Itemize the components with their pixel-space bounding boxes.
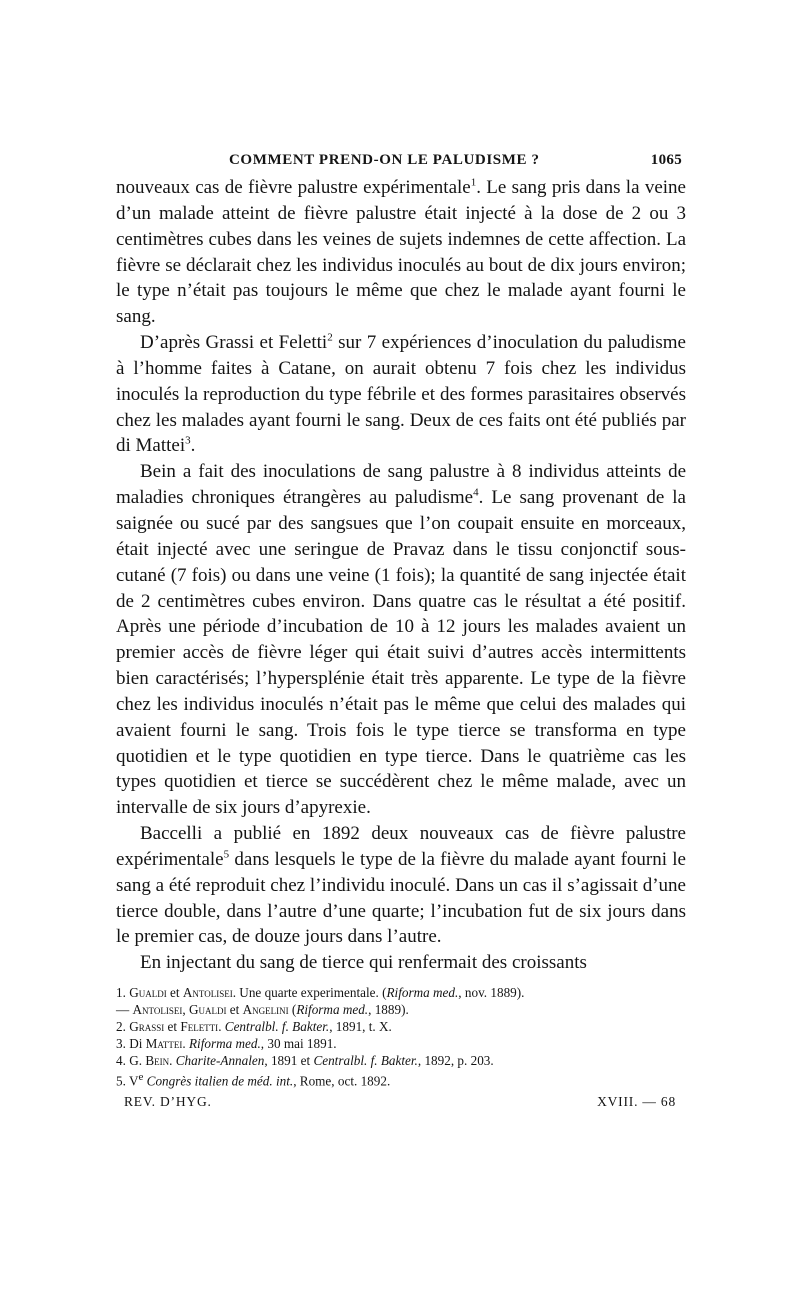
page-number: 1065 bbox=[650, 152, 682, 168]
text-run: nouveaux cas de fièvre palustre expérimentale bbox=[116, 177, 471, 198]
footnote-mark: — bbox=[116, 1002, 130, 1018]
volume-signature: XVIII. — 68 bbox=[597, 1093, 676, 1109]
footnote-ref: 5 bbox=[223, 848, 230, 861]
footnote-text: , 1891 et bbox=[264, 1053, 314, 1069]
footnote-text: Riforma med. bbox=[188, 1036, 261, 1052]
footnote-ref: 4 bbox=[473, 486, 479, 499]
footnote-text: , 1891, t. X. bbox=[329, 1019, 392, 1035]
running-title: COMMENT PREND-ON LE PALUDISME ? bbox=[229, 152, 540, 168]
footnote-mark: 4. bbox=[116, 1053, 126, 1069]
footnote-mark: 2. bbox=[116, 1019, 126, 1035]
footnote-text: Riforma med. bbox=[296, 1002, 369, 1018]
footnote bbox=[116, 1052, 686, 1069]
footnotes bbox=[116, 984, 686, 1089]
text-run: . bbox=[190, 435, 196, 457]
footnote-text: Gualdi bbox=[129, 985, 167, 1001]
footnote-text: Antolisei bbox=[132, 1002, 183, 1018]
paragraph bbox=[116, 821, 686, 950]
footnote-text: et bbox=[166, 985, 183, 1001]
body-text bbox=[116, 175, 686, 976]
footnote-text: Bein bbox=[145, 1053, 170, 1069]
footnote-text: Feletti bbox=[180, 1019, 219, 1035]
document-page bbox=[116, 152, 686, 1110]
footnote-text: Centralbl. f. Bakter. bbox=[313, 1053, 418, 1069]
footnote bbox=[116, 984, 686, 1001]
footnote-text: et bbox=[164, 1019, 181, 1035]
footnote bbox=[116, 1035, 686, 1052]
paragraph bbox=[116, 950, 686, 976]
journal-signature: REV. D’HYG. bbox=[124, 1093, 212, 1109]
footnote-text: V bbox=[128, 1073, 139, 1089]
footnote-ref: 2 bbox=[327, 331, 333, 344]
footnote bbox=[116, 1001, 686, 1018]
footnote bbox=[116, 1018, 686, 1035]
footnote-text: Di bbox=[129, 1036, 146, 1052]
footnote-ref: 3 bbox=[185, 435, 191, 448]
running-header bbox=[116, 152, 686, 169]
footnote-text: Gualdi bbox=[188, 1002, 227, 1018]
footnote-text: , 30 mai 1891. bbox=[260, 1036, 337, 1052]
text-run: dans lesquels le type de la fièvre du malade ayant fourni le sang a été reproduit chez l’individu inoculé. Dans un cas il s’agissait d’une tierce double, dans l’autre d’une quarte; l’incubation fut de six jours dans le premier cas, de douze jours dans l’autre. bbox=[116, 848, 686, 948]
footnote-text: e bbox=[138, 1071, 144, 1084]
footnote-text: . bbox=[169, 1053, 176, 1069]
footnote-text: G. bbox=[129, 1053, 146, 1069]
footnote-text: , 1889). bbox=[368, 1002, 409, 1018]
footnote-text: Angelini bbox=[242, 1002, 289, 1018]
footnote-text: , nov. 1889). bbox=[458, 985, 525, 1001]
footnote-mark: 3. bbox=[116, 1036, 126, 1052]
text-run: D’après Grassi et Feletti bbox=[140, 332, 328, 354]
footnote-mark: 1. bbox=[116, 985, 126, 1001]
text-run: Bein a fait des inoculations de sang palustre à 8 individus atteints de maladies chroniques étrangères au paludisme bbox=[116, 461, 686, 509]
footnote-text: Antolisei bbox=[182, 985, 233, 1001]
footnote-text: Congrès italien de méd. int. bbox=[146, 1073, 294, 1089]
text-run: En injectant du sang de tierce qui renfermait des croissants bbox=[140, 952, 587, 974]
text-run: . Le sang provenant de la saignée ou sucé par des sangsues que l’on coupait ensuite en morceaux, était injecté avec une seringue de Pravaz dans le tissu conjonctif sous-cutané (7 fois) ou dans une veine (1 fois); la quantité de sang injectée était de 2 centimètres cubes environ. Dans quatre cas le résultat a été positif. Après une période d’incubation de 10 à 12 jours les malades avaient un premier accès de fièvre léger qui était suivi d’autres accès intermittents bien caractérisés; l’hypersplénie était très apparente. Le type de la fièvre chez les individus inoculés n’était pas le même que celui des malades qui avaient fourni le sang. Trois fois le type tierce se transforma en type quotidien et le type quotidien en type tierce. Dans le quatrième cas les types quotidien et tierce se succédèrent chez le même malade, avec un intervalle de six jours d’apyrexie. bbox=[116, 487, 686, 819]
footnote-text: Charite-Annalen bbox=[175, 1053, 265, 1069]
footnote-text: . bbox=[218, 1019, 225, 1035]
footnote-text: ( bbox=[288, 1002, 297, 1018]
footnote-text: Centralbl. f. Bakter. bbox=[224, 1019, 330, 1035]
footnote bbox=[116, 1069, 686, 1089]
footnote-text: , Rome, oct. 1892. bbox=[293, 1073, 391, 1089]
paragraph bbox=[116, 330, 686, 459]
footnote-text: . Une quarte experimentale. ( bbox=[232, 985, 387, 1001]
paragraph bbox=[116, 175, 686, 330]
text-run: Baccelli a publié en 1892 deux nouveaux cas de fièvre palustre expérimentale bbox=[116, 823, 686, 870]
page-footer bbox=[116, 1094, 686, 1110]
footnote-text: Mattei bbox=[145, 1036, 183, 1052]
footnote-text: Grassi bbox=[129, 1019, 165, 1035]
footnote-text: Riforma med. bbox=[386, 985, 459, 1001]
footnote-mark: 5. bbox=[116, 1073, 126, 1089]
footnote-text: , bbox=[182, 1002, 189, 1018]
paragraph bbox=[116, 459, 686, 821]
text-run: . Le sang pris dans la veine d’un malade atteint de fièvre palustre était injecté à la dose de 2 ou 3 centimètres cubes dans les veines de sujets indemnes de cette affection. La fièvre se déclarait chez les individus inoculés au bout de dix jours environ; le type n’était pas toujours le même que chez le malade ayant fourni le sang. bbox=[116, 177, 686, 328]
text-run: sur 7 expériences d’inoculation du paludisme à l’homme faites à Catane, on aurait obtenu 7 fois chez les individus inoculés la reproduction du type fébrile et des formes parasitaires observés chez les malades ayant fourni le sang. Deux de ces faits ont été publiés par di Mattei bbox=[116, 332, 686, 457]
footnote-text: et bbox=[226, 1002, 243, 1018]
footnote-text: . bbox=[182, 1036, 189, 1052]
footnote-ref: 1 bbox=[470, 176, 477, 189]
footnote-text: , 1892, p. 203. bbox=[417, 1053, 494, 1069]
